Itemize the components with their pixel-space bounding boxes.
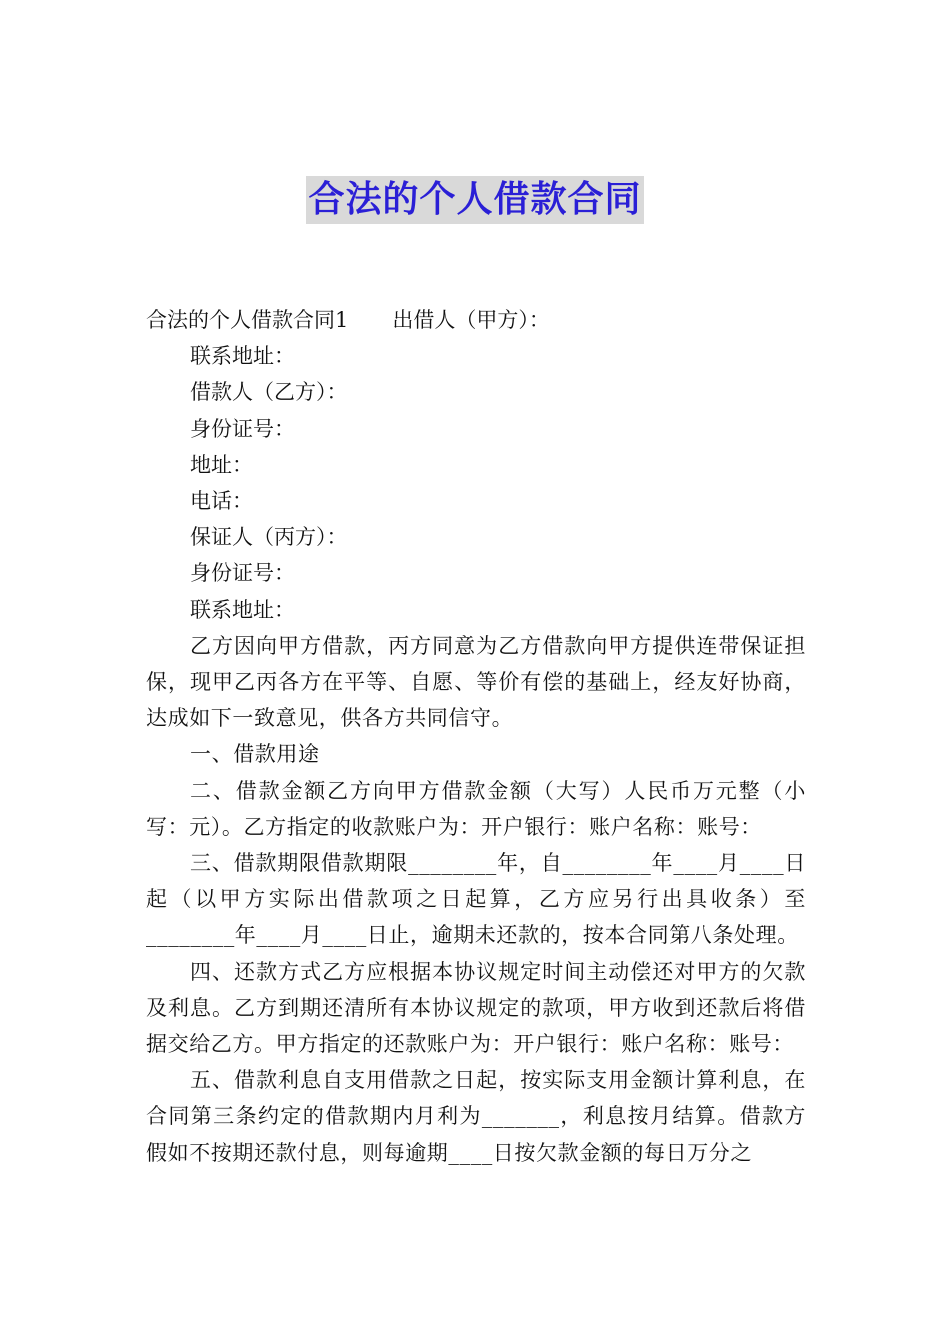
document-body — [146, 302, 806, 1171]
heading-right: 出借人（甲方）： — [392, 308, 550, 332]
paragraph-preamble: 乙方因向甲方借款，丙方同意为乙方借款向甲方提供连带保证担保，现甲乙丙各方在平等、自愿、等价有偿的基础上，经友好协商，达成如下一致意见，供各方共同信守。 — [146, 633, 806, 731]
field-phone: 电话： — [190, 489, 253, 514]
field-address: 地址： — [190, 452, 253, 477]
heading-left: 合法的个人借款合同1 — [146, 308, 349, 332]
title-block — [0, 176, 950, 224]
field-guarantor: 保证人（丙方）： — [190, 525, 348, 550]
paragraph-clause-5: 五、借款利息自支用借款之日起，按实际支用金额计算利息，在合同第三条约定的借款期内月利为_______，利息按月结算。借款方假如不按期还款付息，则每逾期____日按欠款金额的每日万分之 — [146, 1068, 806, 1165]
field-contact-address: 联系地址： — [190, 344, 295, 369]
field-guarantor-id: 身份证号： — [190, 561, 295, 586]
field-borrower-id: 身份证号： — [190, 416, 295, 441]
field-borrower: 借款人（乙方）： — [190, 380, 348, 405]
document-title: 合法的个人借款合同 — [306, 176, 643, 224]
field-guarantor-address: 联系地址： — [190, 597, 295, 622]
paragraph-clause-2: 二、借款金额乙方向甲方借款金额（大写）人民币万元整（小写：元）。乙方指定的收款账户为：开户银行：账户名称：账号： — [146, 778, 806, 839]
paragraph-clause-4: 四、还款方式乙方应根据本协议规定时间主动偿还对甲方的欠款及利息。乙方到期还清所有本协议规定的款项，甲方收到还款后将借据交给乙方。甲方指定的还款账户为：开户银行：账户名称：账号： — [146, 959, 806, 1057]
paragraph-clause-3: 三、借款期限借款期限________年，自________年____月____日起（以甲方实际出借款项之日起算，乙方应另行出具收条）至________年____月____日止，逾期未还款的，按本合同第八条处理。 — [146, 851, 806, 948]
paragraph-clause-1: 一、借款用途 — [190, 742, 320, 767]
heading-line — [146, 302, 806, 338]
